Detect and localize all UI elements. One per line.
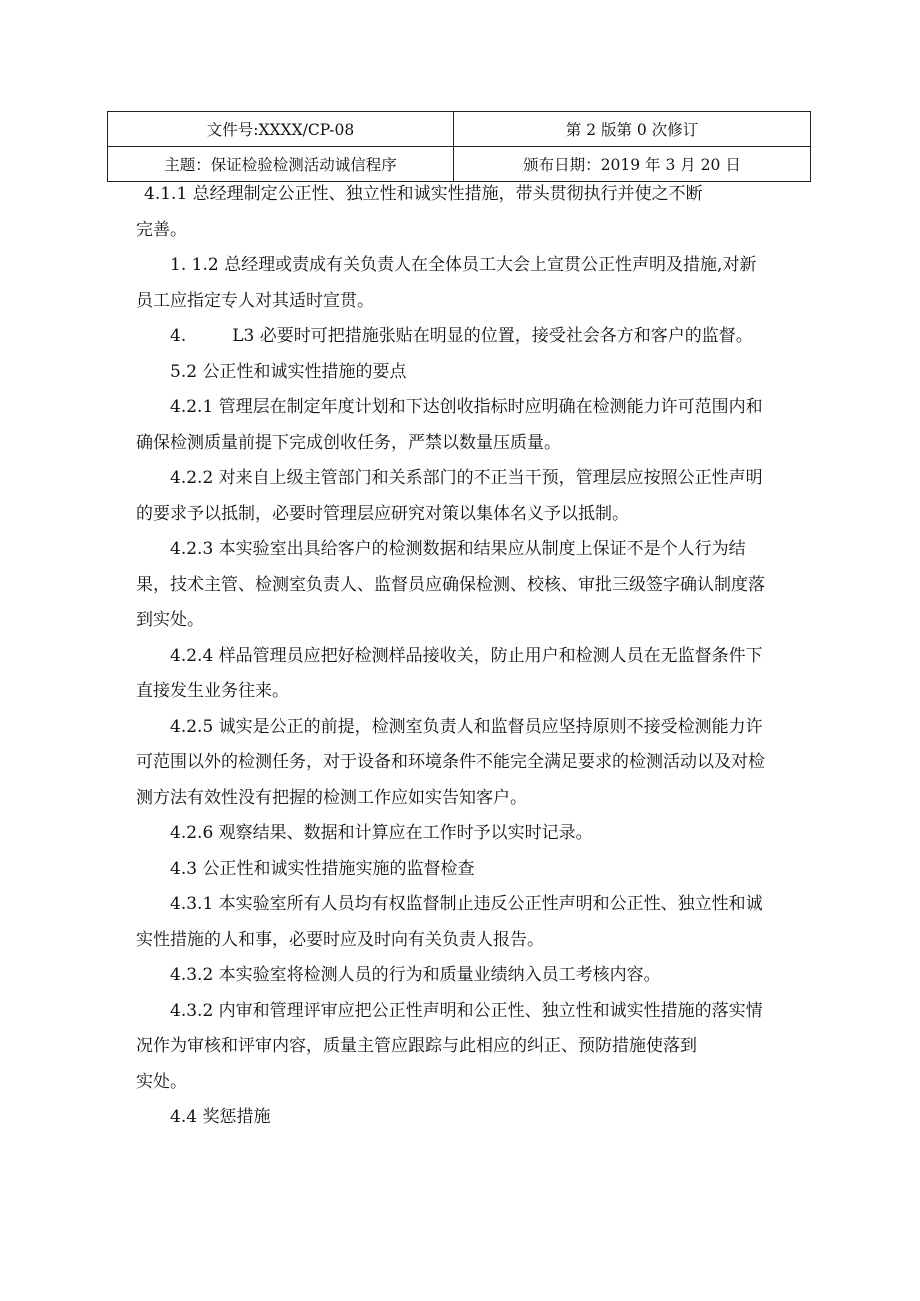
paragraph-4-1-1-line-1: 4.1.1 总经理制定公正性、独立性和诚实性措施，带头贯彻执行并使之不断 bbox=[144, 184, 703, 204]
version-cell: 第 2 版第 0 次修订 bbox=[454, 112, 811, 147]
paragraph-4-2-2-line-2: 的要求予以抵制，必要时管理层应研究对策以集体名义予以抵制。 bbox=[136, 503, 629, 524]
paragraph-l3-text: L3 必要时可把措施张贴在明显的位置，接受社会各方和客户的监督。 bbox=[232, 326, 753, 346]
paragraph-4-3-1-line-2: 实性措施的人和事，必要时应及时向有关负责人报告。 bbox=[136, 929, 544, 950]
document-body bbox=[136, 177, 836, 1136]
section-4-4-heading: 4.4 奖惩措施 bbox=[170, 1107, 271, 1127]
paragraph-4-3-2-a: 4.3.2 本实验室将检测人员的行为和质量业绩纳入员工考核内容。 bbox=[170, 965, 661, 985]
paragraph-4-2-5-line-1: 4.2.5 诚实是公正的前提，检测室负责人和监督员应坚持原则不接受检测能力许 bbox=[170, 716, 763, 737]
header-row-1 bbox=[108, 112, 811, 147]
paragraph-4-2-4-line-2: 直接发生业务往来。 bbox=[136, 681, 289, 701]
paragraph-4-3-2-b-line-1: 4.3.2 内审和管理评审应把公正性声明和公正性、独立性和诚实性措施的落实情 bbox=[170, 1000, 763, 1021]
paragraph-4-3-2-b-line-2: 况作为审核和评审内容，质量主管应跟踪与此相应的纠正、预防措施使落到 bbox=[136, 1036, 697, 1056]
paragraph-4-3-1-line-1: 4.3.1 本实验室所有人员均有权监督制止违反公正性声明和公正性、独立性和诚 bbox=[170, 894, 763, 914]
paragraph-4-2-3-line-2: 果，技术主管、检测室负责人、监督员应确保检测、校核、审批三级签字确认制度落 bbox=[136, 574, 765, 595]
paragraph-4-2-5-line-3: 测方法有效性没有把握的检测工作应如实告知客户。 bbox=[136, 787, 527, 808]
section-5-2-heading: 5.2 公正性和诚实性措施的要点 bbox=[170, 361, 407, 382]
paragraph-4-1-1-line-2: 完善。 bbox=[136, 219, 187, 240]
paragraph-4-2-6: 4.2.6 观察结果、数据和计算应在工作时予以实时记录。 bbox=[170, 823, 593, 843]
subject-cell: 主题：保证检验检测活动诚信程序 bbox=[108, 147, 454, 182]
paragraph-4-2-5-line-2: 可范围以外的检测任务，对于设备和环境条件不能完全满足要求的检测活动以及对检 bbox=[136, 752, 765, 772]
paragraph-4-3-2-b-line-3: 实处。 bbox=[136, 1071, 187, 1092]
paragraph-4-2-3-line-3: 到实处。 bbox=[136, 610, 204, 630]
paragraph-1-1-2-line-2: 员工应指定专人对其适时宣贯。 bbox=[136, 290, 374, 311]
paragraph-l3-number: 4. bbox=[170, 326, 187, 346]
doc-number-cell: 文件号:XXXX/CP-08 bbox=[108, 112, 454, 147]
paragraph-l3 bbox=[136, 319, 836, 355]
paragraph-4-2-3-line-1: 4.2.3 本实验室出具给客户的检测数据和结果应从制度上保证不是个人行为结 bbox=[170, 539, 746, 559]
paragraph-4-2-2-line-1: 4.2.2 对来自上级主管部门和关系部门的不正当干预，管理层应按照公正性声明 bbox=[170, 468, 763, 488]
document-header-table bbox=[107, 111, 811, 182]
paragraph-4-2-1-line-2: 确保检测质量前提下完成创收任务，严禁以数量压质量。 bbox=[136, 432, 561, 453]
paragraph-4-2-1-line-1: 4.2.1 管理层在制定年度计划和下达创收指标时应明确在检测能力许可范围内和 bbox=[170, 397, 763, 417]
issue-date-cell: 颁布日期：2019 年 3 月 20 日 bbox=[454, 147, 811, 182]
paragraph-1-1-2-line-1: 1. 1.2 总经理或责成有关负责人在全体员工大会上宣贯公正性声明及措施,对新 bbox=[170, 255, 757, 275]
section-4-3-heading: 4.3 公正性和诚实性措施实施的监督检查 bbox=[170, 858, 475, 879]
paragraph-4-2-4-line-1: 4.2.4 样品管理员应把好检测样品接收关，防止用户和检测人员在无监督条件下 bbox=[170, 645, 763, 666]
